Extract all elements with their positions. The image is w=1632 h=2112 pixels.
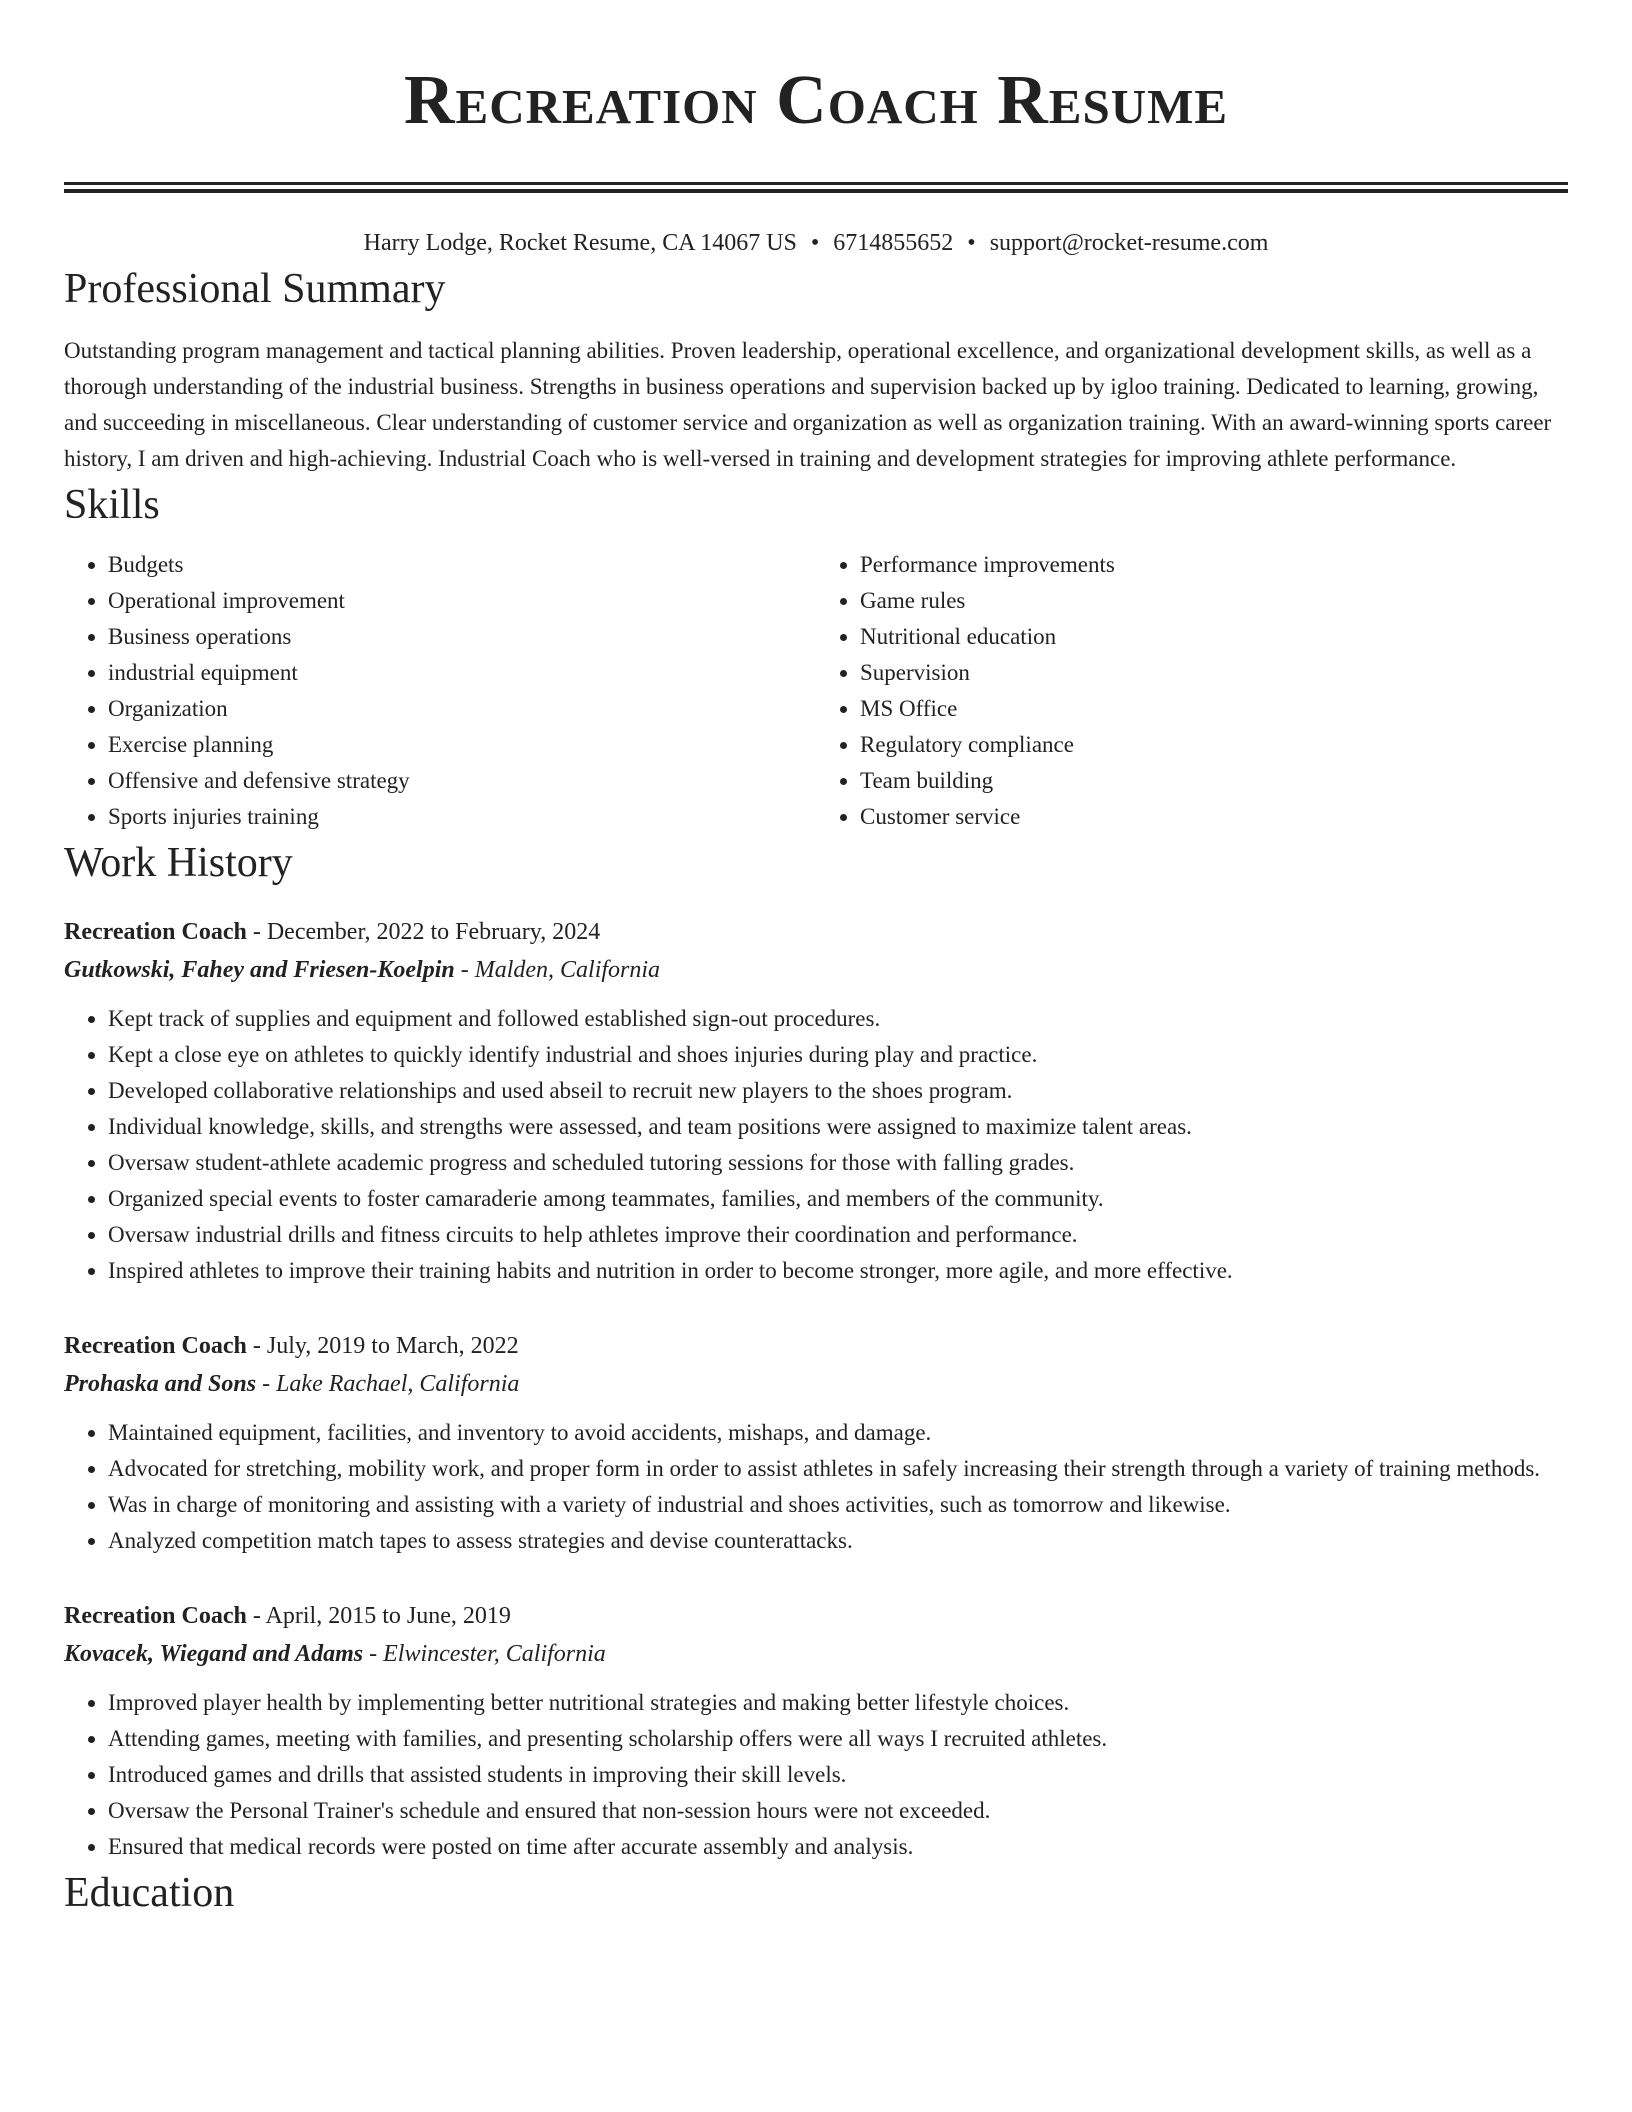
job-title-line	[64, 1597, 1568, 1635]
company-line	[64, 1365, 1568, 1403]
company-location: - Elwincester, California	[363, 1641, 606, 1667]
job-duty-item: • Kept track of supplies and equipment and followed established sign-out procedures.	[108, 1001, 1568, 1037]
skill-item: • Supervision	[860, 655, 1568, 691]
skill-item: • Team building	[860, 763, 1568, 799]
skill-item: • industrial equipment	[108, 655, 816, 691]
skill-item: • Nutritional education	[860, 619, 1568, 655]
skills-column-left	[64, 547, 816, 835]
skill-item: • Operational improvement	[108, 583, 816, 619]
job-duty-item: • Inspired athletes to improve their training habits and nutrition in order to become stronger, more agile, and more effective.	[108, 1253, 1568, 1289]
job-duties-list	[64, 1685, 1568, 1865]
contact-separator: •	[967, 230, 976, 256]
company-name: Prohaska and Sons	[64, 1371, 257, 1397]
skills-column-right	[816, 547, 1568, 835]
skill-item: • Sports injuries training	[108, 799, 816, 835]
job-dates: - December, 2022 to February, 2024	[246, 919, 601, 945]
job-duty-item: • Developed collaborative relationships and used abseil to recruit new players to the shoes program.	[108, 1073, 1568, 1109]
job-entry	[64, 913, 1568, 1289]
job-title: Recreation Coach	[64, 1603, 247, 1629]
company-name: Gutkowski, Fahey and Friesen-Koelpin	[64, 957, 455, 983]
contact-separator: •	[810, 230, 820, 256]
job-duty-item: • Oversaw industrial drills and fitness circuits to help athletes improve their coordination and performance.	[108, 1217, 1568, 1253]
skill-item: • MS Office	[860, 691, 1568, 727]
company-location: - Malden, California	[454, 957, 661, 983]
job-duties-list	[64, 1415, 1568, 1559]
job-duty-item: • Organized special events to foster camaraderie among teammates, families, and members of the community.	[108, 1181, 1568, 1217]
skill-item: • Organization	[108, 691, 816, 727]
job-duty-item: • Kept a close eye on athletes to quickly identify industrial and shoes injuries during play and practice.	[108, 1037, 1568, 1073]
skills-heading: Skills	[64, 482, 160, 528]
job-duties-list	[64, 1001, 1568, 1289]
job-duty-item: • Introduced games and drills that assisted students in improving their skill levels.	[108, 1757, 1568, 1793]
contact-email: support@rocket-resume.com	[989, 230, 1269, 256]
job-duty-item: • Advocated for stretching, mobility work, and proper form in order to assist athletes in safely increasing their strength through a variety of training methods.	[108, 1451, 1568, 1487]
skill-item: • Business operations	[108, 619, 816, 655]
contact-phone: 6714855652	[833, 230, 954, 256]
education-heading: Education	[64, 1870, 235, 1916]
job-duty-item: • Oversaw the Personal Trainer's schedule and ensured that non-session hours were not exceeded.	[108, 1793, 1568, 1829]
page-title: Recreation Coach Resume	[403, 62, 1229, 139]
job-duty-item: • Maintained equipment, facilities, and inventory to avoid accidents, mishaps, and damage.	[108, 1415, 1568, 1451]
skill-item: • Offensive and defensive strategy	[108, 763, 816, 799]
summary-text: Outstanding program management and tactical planning abilities. Proven leadership, operational excellence, and organizational development skills, as well as a thorough understanding of the industrial business. Strengths in business operations and supervision backed up by igloo training. Dedicated to learning, growing, and succeeding in miscellaneous. Clear understanding of customer service and organization as well as organization training. With an award-winning sports career history, I am driven and high-achieving. Industrial Coach who is well-versed in training and development strategies for improving athlete performance.	[64, 338, 1552, 471]
skills-list	[64, 547, 1568, 835]
summary-heading: Professional Summary	[64, 266, 446, 312]
job-duty-item: • Was in charge of monitoring and assisting with a variety of industrial and shoes activities, such as tomorrow and likewise.	[108, 1487, 1568, 1523]
work-history-list	[64, 913, 1568, 1865]
company-line	[64, 951, 1568, 989]
job-duty-item: • Attending games, meeting with families, and presenting scholarship offers were all ways I recruited athletes.	[108, 1721, 1568, 1757]
skill-item: • Performance improvements	[860, 547, 1568, 583]
job-title: Recreation Coach	[64, 1333, 247, 1359]
skill-item: • Customer service	[860, 799, 1568, 835]
work-history-heading: Work History	[64, 840, 293, 886]
job-entry	[64, 1597, 1568, 1865]
job-duty-item: • Oversaw student-athlete academic progress and scheduled tutoring sessions for those with falling grades.	[108, 1145, 1568, 1181]
company-line	[64, 1635, 1568, 1673]
job-entry	[64, 1327, 1568, 1559]
job-title-line	[64, 913, 1568, 951]
company-location: - Lake Rachael, California	[256, 1371, 520, 1397]
skill-item: • Budgets	[108, 547, 816, 583]
job-duty-item: • Individual knowledge, skills, and strengths were assessed, and team positions were assigned to maximize talent areas.	[108, 1109, 1568, 1145]
skill-item: • Game rules	[860, 583, 1568, 619]
skill-item: • Regulatory compliance	[860, 727, 1568, 763]
title-divider	[64, 182, 1568, 193]
job-dates: - April, 2015 to June, 2019	[246, 1603, 511, 1629]
job-duty-item: • Improved player health by implementing better nutritional strategies and making better lifestyle choices.	[108, 1685, 1568, 1721]
skill-item: • Exercise planning	[108, 727, 816, 763]
job-title: Recreation Coach	[64, 919, 247, 945]
job-duty-item: • Analyzed competition match tapes to assess strategies and devise counterattacks.	[108, 1523, 1568, 1559]
contact-address: Harry Lodge, Rocket Resume, CA 14067 US	[363, 230, 797, 256]
company-name: Kovacek, Wiegand and Adams	[64, 1641, 364, 1667]
job-dates: - July, 2019 to March, 2022	[246, 1333, 519, 1359]
contact-line	[64, 225, 1568, 261]
job-duty-item: • Ensured that medical records were posted on time after accurate assembly and analysis.	[108, 1829, 1568, 1865]
job-title-line	[64, 1327, 1568, 1365]
